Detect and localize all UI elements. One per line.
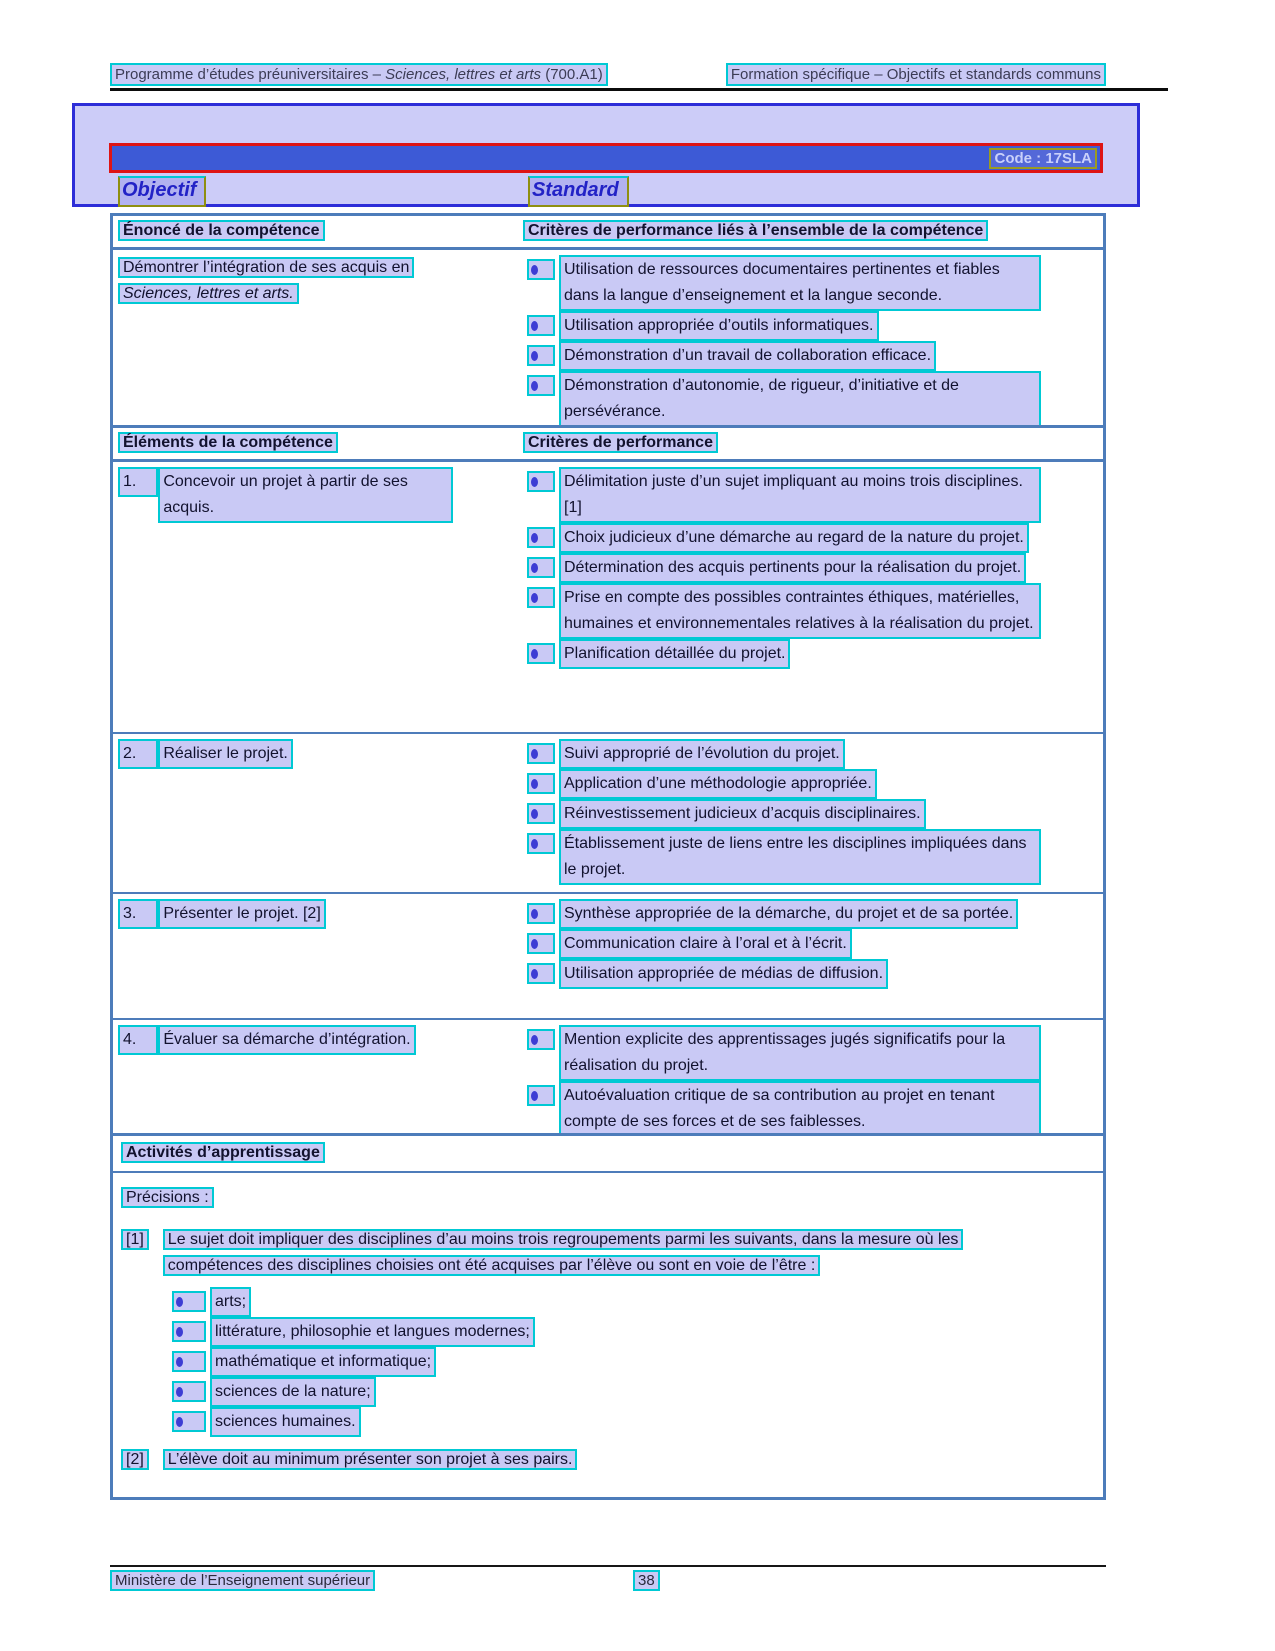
activities-panel <box>110 1133 1106 1500</box>
element-number: 4. <box>118 1025 158 1055</box>
element-number: 2. <box>118 739 158 769</box>
bullet-icon <box>172 1381 206 1402</box>
element-number: 1. <box>118 467 158 497</box>
list-item <box>523 929 1098 959</box>
discipline-text: sciences de la nature; <box>210 1377 376 1407</box>
list-item <box>523 523 1098 553</box>
table1-row <box>113 250 1103 434</box>
criterion-text: Suivi approprié de l’évolution du projet. <box>559 739 845 769</box>
code-label: Code : 17SLA <box>989 148 1097 169</box>
bullet-icon <box>527 315 555 336</box>
criterion-text: Réinvestissement judicieux d’acquis disciplinaires. <box>559 799 926 829</box>
table1-statement <box>118 255 523 427</box>
element-number: 3. <box>118 899 158 929</box>
table2-header-left: Éléments de la compétence <box>118 432 338 453</box>
list-item <box>523 639 1098 669</box>
header-left-suffix: (700.A1) <box>541 66 603 83</box>
bullet-icon <box>527 587 555 608</box>
bullet-icon <box>527 643 555 664</box>
note-2 <box>121 1447 1095 1473</box>
standard-label: Standard <box>528 176 629 207</box>
table2-row-2 <box>113 732 1103 892</box>
header-right: Formation spécifique – Objectifs et standards communs <box>726 63 1106 86</box>
criterion-text: Démonstration d’autonomie, de rigueur, d’initiative et de persévérance. <box>559 371 1041 427</box>
note-text: L’élève doit au minimum présenter son projet à ses pairs. <box>163 1449 578 1470</box>
header-rule <box>110 88 1168 91</box>
elements-table <box>110 425 1106 1147</box>
note-number: [2] <box>121 1449 149 1470</box>
bullet-icon <box>527 833 555 854</box>
bullet-icon <box>527 903 555 924</box>
list-item <box>523 371 1098 427</box>
bullet-icon <box>527 345 555 366</box>
note-1 <box>121 1227 1095 1279</box>
list-item <box>523 341 1098 371</box>
bullet-icon <box>527 375 555 396</box>
discipline-text: arts; <box>210 1287 251 1317</box>
list-item <box>523 553 1098 583</box>
table2-row-1 <box>113 462 1103 732</box>
list-item <box>168 1347 1095 1377</box>
bullet-icon <box>527 773 555 794</box>
criterion-text: Application d’une méthodologie appropriée. <box>559 769 877 799</box>
criterion-text: Choix judicieux d’une démarche au regard de la nature du projet. <box>559 523 1029 553</box>
statement-italic: Sciences, lettres et arts. <box>123 285 294 302</box>
bullet-icon <box>527 803 555 824</box>
discipline-text: sciences humaines. <box>210 1407 361 1437</box>
list-item <box>523 769 1098 799</box>
list-item <box>523 739 1098 769</box>
list-item <box>523 799 1098 829</box>
element-text: Concevoir un projet à partir de ses acquis. <box>158 467 453 523</box>
footer-rule <box>110 1565 1106 1567</box>
objective-standard-panel <box>72 103 1140 207</box>
activities-title: Activités d’apprentissage <box>121 1142 325 1163</box>
table2-row-3 <box>113 892 1103 1018</box>
bullet-icon <box>527 963 555 984</box>
criterion-text: Établissement juste de liens entre les disciplines impliquées dans le projet. <box>559 829 1041 885</box>
activities-body <box>113 1173 1103 1497</box>
criterion-text: Mention explicite des apprentissages jugés significatifs pour la réalisation du projet. <box>559 1025 1041 1081</box>
list-item <box>523 959 1098 989</box>
header-left-italic: Sciences, lettres et arts <box>385 66 542 83</box>
criterion-text: Détermination des acquis pertinents pour la réalisation du projet. <box>559 553 1026 583</box>
criterion-text: Communication claire à l’oral et à l’écrit. <box>559 929 852 959</box>
note-text: Le sujet doit impliquer des disciplines d’au moins trois regroupements parmi les suivants, dans la mesure où les compétences des disciplines choisies ont été acquises par l’élève ou sont en voie de l’être : <box>163 1229 964 1276</box>
table1-header-right: Critères de performance liés à l’ensemble de la compétence <box>523 220 988 241</box>
page-footer <box>110 1571 1106 1590</box>
table1-header-left: Énoncé de la compétence <box>118 220 325 241</box>
criterion-text: Démonstration d’un travail de collaboration efficace. <box>559 341 936 371</box>
page-header <box>110 63 1106 86</box>
criterion-text: Planification détaillée du projet. <box>559 639 790 669</box>
element-text: Réaliser le projet. <box>158 739 293 769</box>
footer-ministry: Ministère de l’Enseignement supérieur <box>110 1570 375 1591</box>
list-item <box>168 1287 1095 1317</box>
elements-table-header <box>113 428 1103 462</box>
criterion-text: Synthèse appropriée de la démarche, du projet et de sa portée. <box>559 899 1018 929</box>
code-banner <box>109 143 1103 173</box>
competence-table-header <box>113 216 1103 250</box>
criterion-text: Utilisation appropriée de médias de diffusion. <box>559 959 888 989</box>
element-text: Évaluer sa démarche d’intégration. <box>158 1025 415 1055</box>
table1-criteria <box>523 255 1098 427</box>
discipline-list <box>168 1287 1095 1437</box>
bullet-icon <box>527 557 555 578</box>
bullet-icon <box>172 1411 206 1432</box>
criterion-text: Prise en compte des possibles contraintes éthiques, matérielles, humaines et environnementales relatives à la réalisation du projet. <box>559 583 1041 639</box>
table2-header-right: Critères de performance <box>523 432 718 453</box>
bullet-icon <box>527 933 555 954</box>
competence-table <box>110 213 1106 437</box>
objectif-label: Objectif <box>118 176 206 207</box>
list-item <box>523 1025 1098 1081</box>
list-item <box>168 1377 1095 1407</box>
bullet-icon <box>527 527 555 548</box>
bullet-icon <box>172 1351 206 1372</box>
list-item <box>168 1407 1095 1437</box>
criterion-text: Délimitation juste d’un sujet impliquant au moins trois disciplines. [1] <box>559 467 1041 523</box>
list-item <box>168 1317 1095 1347</box>
activities-header <box>113 1136 1103 1173</box>
list-item <box>523 829 1098 885</box>
list-item <box>523 255 1098 311</box>
list-item <box>523 311 1098 341</box>
list-item <box>523 583 1098 639</box>
statement-text: Démontrer l’intégration de ses acquis en <box>123 259 410 276</box>
criterion-text: Utilisation appropriée d’outils informatiques. <box>559 311 879 341</box>
criterion-text: Utilisation de ressources documentaires pertinentes et fiables dans la langue d’enseignement et la langue seconde. <box>559 255 1041 311</box>
bullet-icon <box>527 1085 555 1106</box>
element-text: Présenter le projet. [2] <box>158 899 325 929</box>
bullet-icon <box>527 471 555 492</box>
precisions-label: Précisions : <box>121 1187 214 1208</box>
bullet-icon <box>527 1029 555 1050</box>
list-item <box>523 899 1098 929</box>
bullet-icon <box>527 259 555 280</box>
bullet-icon <box>527 743 555 764</box>
list-item <box>523 467 1098 523</box>
discipline-text: littérature, philosophie et langues modernes; <box>210 1317 535 1347</box>
bullet-icon <box>172 1291 206 1312</box>
footer-page-number: 38 <box>633 1570 660 1591</box>
header-left-text: Programme d’études préuniversitaires – <box>115 66 386 83</box>
criterion-text: Autoévaluation critique de sa contribution au projet en tenant compte de ses forces et de ses faiblesses. <box>559 1081 1041 1137</box>
list-item <box>523 1081 1098 1137</box>
header-left <box>110 63 608 86</box>
table2-row-4 <box>113 1018 1103 1144</box>
bullet-icon <box>172 1321 206 1342</box>
note-number: [1] <box>121 1229 149 1250</box>
discipline-text: mathématique et informatique; <box>210 1347 436 1377</box>
